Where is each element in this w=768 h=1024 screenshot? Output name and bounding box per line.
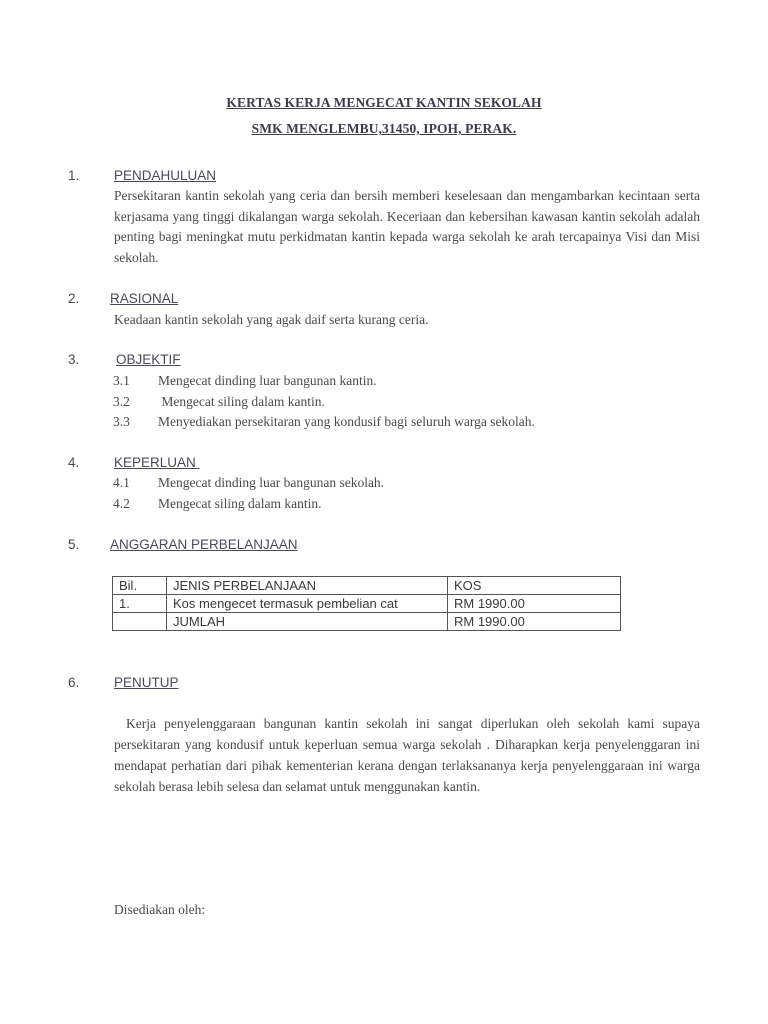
section-body-rasional: Keadaan kantin sekolah yang agak daif serta kurang ceria. [114,312,429,327]
section-body-penutup: Kerja penyelenggaraan bangunan kantin sekolah ini sangat diperlukan oleh sekolah kami supaya persekitaran yang kondusif untuk keperluan semua warga sekolah . Diharapkan kerja penyelenggaran ini mendapat perhatian dari pihak kementerian kerana dengan terlaksananya kerja penyelenggaraan ini warga sekolah berasa lebih selesa dan selamat untuk menggunakan kantin. [114,716,700,794]
section-heading-anggaran: ANGGARAN PERBELANJAAN [110,537,298,552]
section-heading-pendahuluan: PENDAHULUAN [114,168,217,183]
section-body-pendahuluan: Persekitaran kantin sekolah yang ceria dan bersih memberi keselesaan dan mengambarkan kecintaan serta kerjasama yang tinggi dikalangan warga sekolah. Keceriaan dan kebersihan kawasan kantin sekolah adalah penting bagi meningkat mutu perkidmatan kantin kepada warga sekolah ke arah tercapainya Visi dan Misi sekolah. [114,188,700,265]
table-cell: Kos mengecet termasuk pembelian cat [167,595,448,613]
section-number: 1. [68,168,80,183]
table-row [113,595,621,613]
table-header-cell: JENIS PERBELANJAAN [167,577,448,595]
list-item-number: 3.2 [113,394,130,409]
list-item-number: 4.1 [113,475,130,490]
section-number: 4. [68,455,80,470]
list-item-number: 3.1 [113,373,130,388]
prepared-by-label: Disediakan oleh: [114,902,206,917]
table-total-label: JUMLAH [167,613,448,631]
list-item-text: Mengecat siling dalam kantin. [158,496,322,511]
list-item-number: 3.3 [113,414,130,429]
list-item-text: Mengecat siling dalam kantin. [158,394,325,409]
section-number: 2. [68,291,80,306]
table-row [113,613,621,631]
table-total-value: RM 1990.00 [448,613,621,631]
table-header-cell: KOS [448,577,621,595]
table-header-row [113,577,621,595]
section-number: 6. [68,675,80,690]
section-heading-keperluan: KEPERLUAN [114,455,200,470]
section-heading-rasional: RASIONAL [110,291,179,306]
section-heading-objektif: OBJEKTIF [116,352,181,367]
section-number: 3. [68,352,80,367]
list-item-text: Mengecat dinding luar bangunan sekolah. [158,475,385,490]
list-item-number: 4.2 [113,496,130,511]
table-header-cell: Bil. [113,577,167,595]
section-heading-penutup: PENUTUP [114,675,179,690]
table-cell: RM 1990.00 [448,595,621,613]
table-cell: 1. [113,595,167,613]
document-subtitle: SMK MENGLEMBU,31450, IPOH, PERAK. [251,121,517,136]
budget-table [112,576,621,631]
table-cell [113,613,167,631]
document-title: KERTAS KERJA MENGECAT KANTIN SEKOLAH [226,95,542,110]
list-item-text: Mengecat dinding luar bangunan kantin. [158,373,377,388]
section-number: 5. [68,537,80,552]
list-item-text: Menyediakan persekitaran yang kondusif bagi seluruh warga sekolah. [158,414,535,429]
